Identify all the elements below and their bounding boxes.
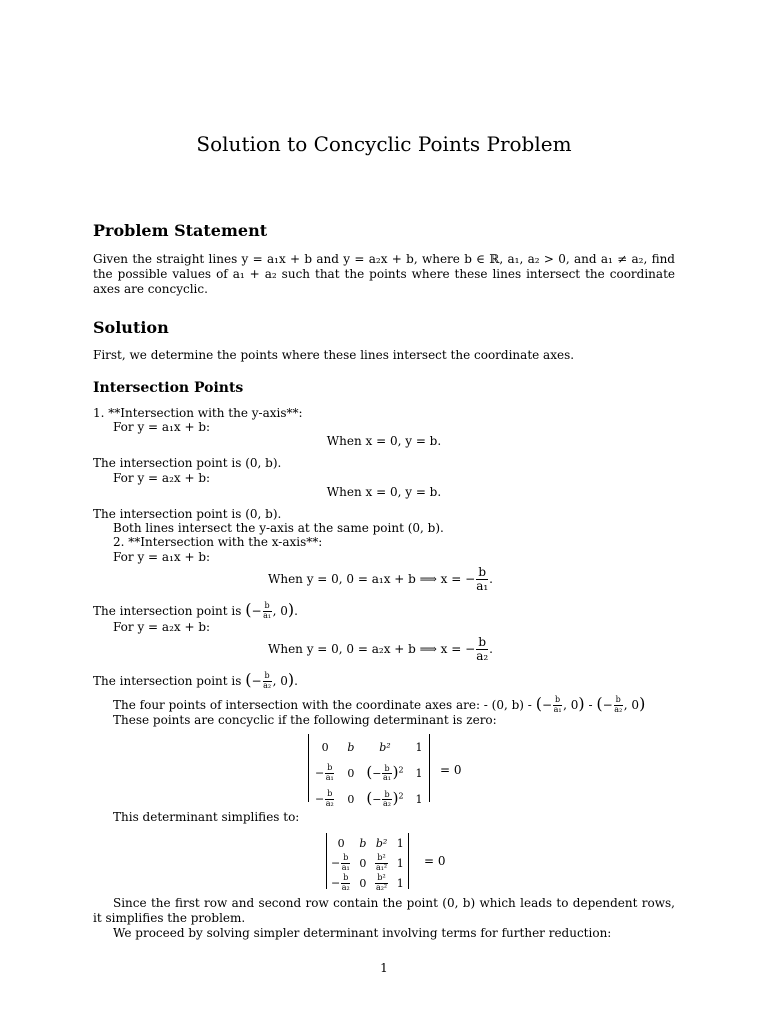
determinant-1-equals: = 0	[440, 763, 462, 777]
point-1: The intersection point is (0, b).	[93, 456, 282, 470]
point-4: The intersection point is (− $\frac{b}{\text{a₂}}$ , 0).	[93, 670, 298, 690]
line-1-label: For y = a₁x + b:	[113, 420, 211, 434]
step-y-axis: 1. **Intersection with the y-axis**:	[93, 406, 303, 420]
line-1-x-intercept: When y = 0, 0 = a₁x + b ⟹ x = − $\frac{b}{\text{a₁}}$ .	[268, 564, 493, 593]
solution-intro: First, we determine the points where these lines intersect the coordinate axes.	[93, 348, 575, 362]
determinant-2-equals: = 0	[424, 854, 446, 868]
common-point-note: Both lines intersect the y-axis at the same point (0, b).	[113, 521, 444, 535]
further-reduction-note: We proceed by solving simpler determinant involving terms for further reduction:	[113, 926, 612, 940]
line-1-label-b: For y = a₁x + b:	[113, 550, 211, 564]
point-2: The intersection point is (0, b).	[93, 507, 282, 521]
page-title: Solution to Concyclic Points Problem	[196, 132, 572, 156]
problem-statement-heading: Problem Statement	[93, 221, 268, 240]
problem-statement-text: Given the straight lines y = a₁x + b and y = a₂x + b, where b ∈ ℝ, a₁, a₂ > 0, and a₁ ≠ a₂, find the possible values of a₁ + a₂ such that the points where these lines intersect the coordinate axes are concyclic.	[93, 252, 675, 296]
concyclic-condition: These points are concyclic if the following determinant is zero:	[113, 713, 497, 727]
four-points-list: The four points of intersection with the coordinate axes are: - (0, b) - (− $\frac{b}{\text{a₁}}$ , 0) - (− $\frac{b}{\text{a₂}}$ , 0)	[113, 694, 646, 714]
line-2-y-intercept: When x = 0, y = b.	[326, 485, 442, 499]
line-1-y-intercept: When x = 0, y = b.	[326, 434, 442, 448]
line-2-label-b: For y = a₂x + b:	[113, 620, 211, 634]
step-x-axis: 2. **Intersection with the x-axis**:	[113, 535, 323, 549]
determinant-2: 0 b b² 1 − $\frac{b}{\text{a₁}}$ 0 $\frac{\text{b²}}{\text{a₁²}}$ 1 − $\frac{b}{\text{a₂}}$ 0 $\frac{\text{b²}}{\text{a₂²}}$ 1	[326, 833, 409, 889]
line-2-x-intercept: When y = 0, 0 = a₂x + b ⟹ x = − $\frac{b}{\text{a₂}}$ .	[268, 634, 493, 663]
intersection-points-heading: Intersection Points	[93, 380, 244, 396]
page-number: 1	[380, 961, 388, 975]
dependent-rows-note: Since the first row and second row contain the point (0, b) which leads to dependent rows, it simplifies the problem.	[93, 896, 675, 925]
line-2-label: For y = a₂x + b:	[113, 471, 211, 485]
simplifies-note: This determinant simplifies to:	[113, 810, 300, 824]
determinant-1: 0 b b² 1 − $\frac{b}{\text{a₁}}$ 0 (− $\frac{b}{\text{a₁}}$ )$^2$ 1 − $\frac{b}{\text{a₂}}$ 0 (− $\frac{b}{\text{a₂}}$ )$^2$ 1	[308, 734, 430, 802]
solution-heading: Solution	[93, 318, 169, 337]
point-3: The intersection point is (− $\frac{b}{\text{a₁}}$ , 0).	[93, 600, 298, 620]
